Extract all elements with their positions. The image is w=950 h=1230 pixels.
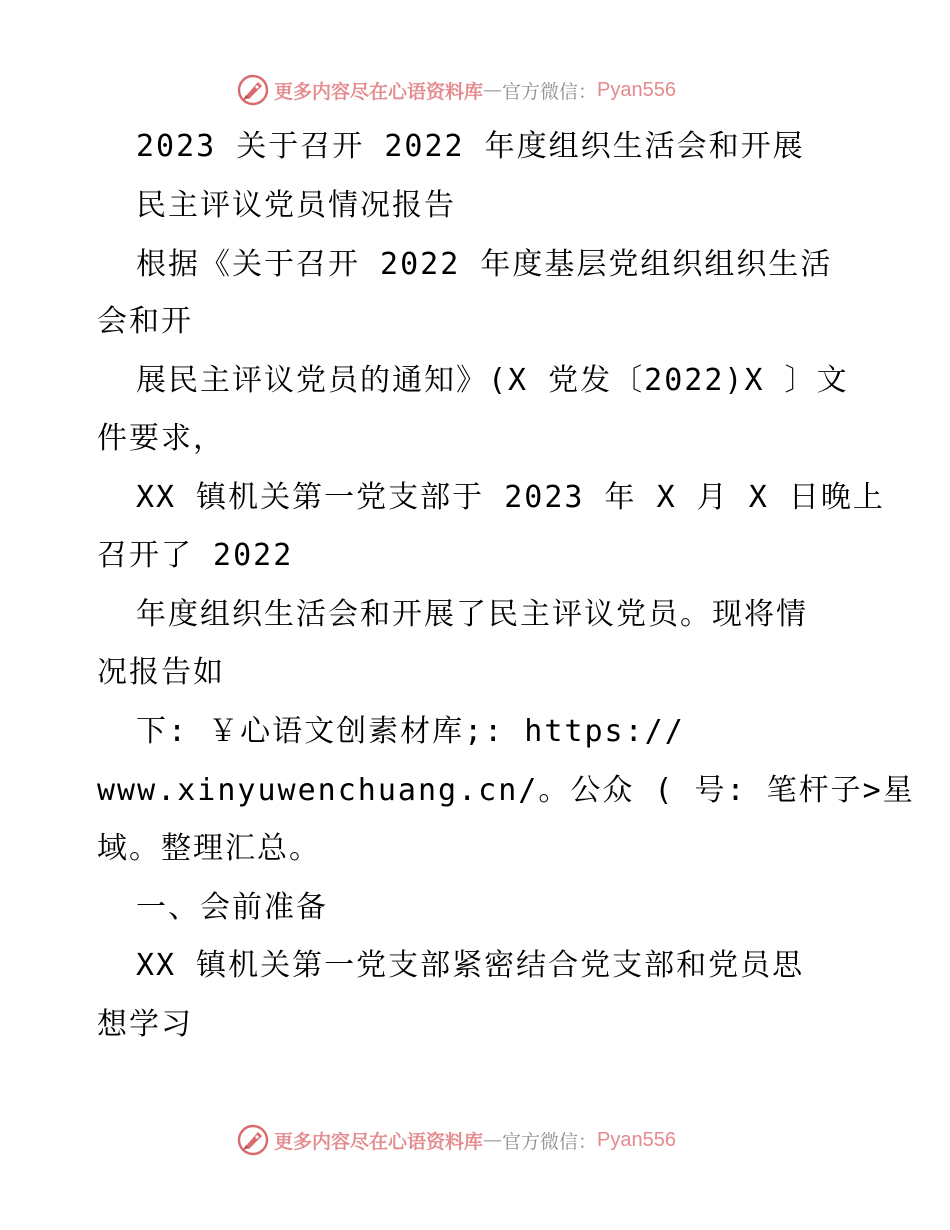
title-line-1: 2023 关于召开 2022 年度组织生活会和开展 — [136, 129, 805, 164]
banner-handle: Pyan556 — [597, 1128, 676, 1151]
body-line: 召开了 2022 — [97, 538, 294, 573]
title-line-2: 民主评议党员情况报告 — [136, 188, 456, 223]
banner-wechat-label: 官方微信： — [502, 1130, 598, 1153]
body-line: 年度组织生活会和开展了民主评议党员。现将情 — [136, 597, 808, 632]
body-line: 域。整理汇总。 — [97, 831, 321, 866]
pen-nib-logo-icon — [236, 1123, 270, 1157]
body-line: 下: ￥心语文创素材库;: https:// — [136, 714, 685, 749]
banner-slogan: 更多内容尽在心语资料库 — [274, 1130, 484, 1153]
header-banner — [236, 70, 756, 110]
banner-separator: — — [483, 1129, 503, 1151]
body-line: 根据《关于召开 2022 年度基层党组织组织生活 — [136, 247, 833, 282]
banner-wechat-label: 官方微信： — [502, 80, 598, 103]
body-line: www.xinyuwenchuang.cn/。公众 ( 号: 笔杆子>星 — [97, 773, 915, 808]
body-line: 想学习 — [97, 1007, 193, 1042]
body-line: XX 镇机关第一党支部于 2023 年 X 月 X 日晚上 — [136, 480, 885, 515]
footer-banner — [236, 1120, 756, 1160]
banner-separator: — — [483, 79, 503, 101]
body-line: XX 镇机关第一党支部紧密结合党支部和党员思 — [136, 948, 805, 983]
section-heading: 一、会前准备 — [136, 890, 328, 925]
body-line: 会和开 — [97, 304, 193, 339]
banner-slogan: 更多内容尽在心语资料库 — [274, 80, 484, 103]
body-line: 展民主评议党员的通知》(X 党发〔2022)X 〕文 — [136, 363, 849, 398]
pen-nib-logo-icon — [236, 73, 270, 107]
banner-handle: Pyan556 — [597, 78, 676, 101]
body-line: 件要求， — [97, 421, 225, 456]
body-line: 况报告如 — [97, 655, 225, 690]
